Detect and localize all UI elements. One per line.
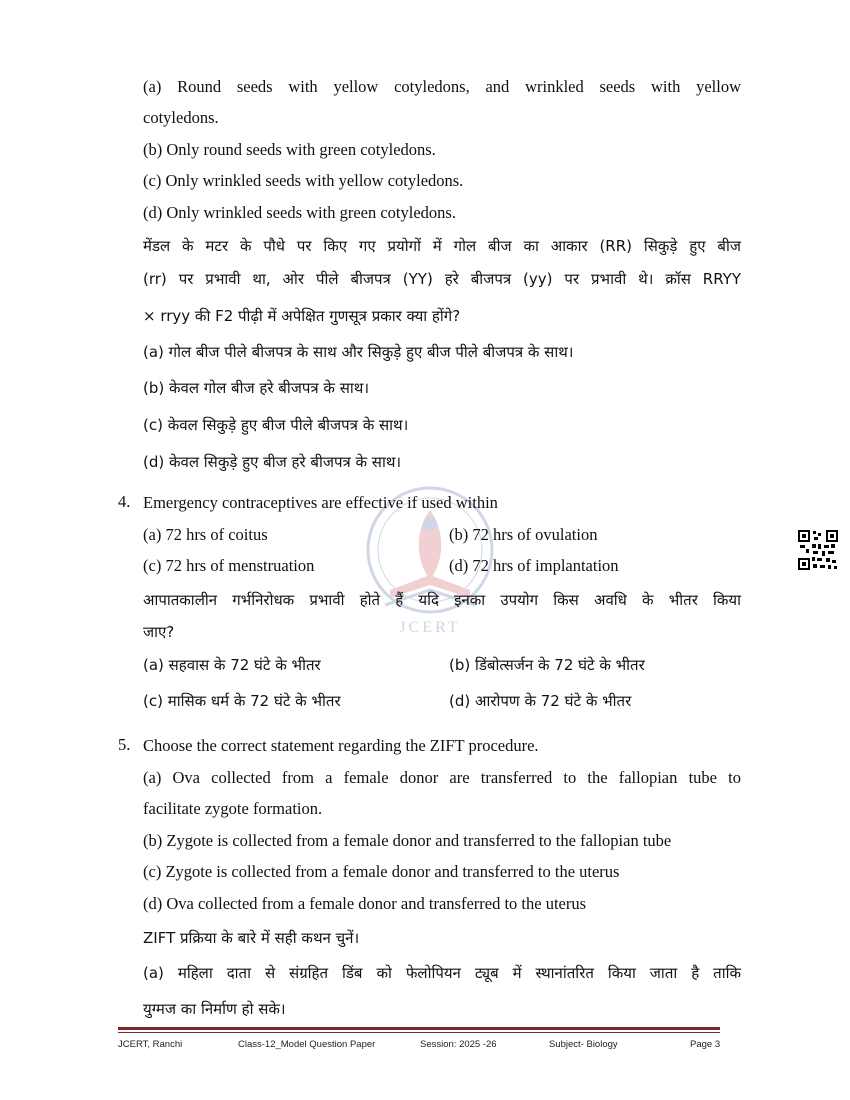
q4-stem: Emergency contraceptives are effective if used within <box>143 493 498 512</box>
q3-option-a-line2: cotyledons. <box>143 108 219 127</box>
q5-hindi-option-a-line2: युग्मज का निर्माण हो सके। <box>143 1000 286 1018</box>
footer-session: Session: 2025 -26 <box>420 1039 497 1050</box>
q3-option-d: (d) Only wrinkled seeds with green cotyledons. <box>143 203 456 222</box>
watermark-text: JCERT <box>399 619 461 636</box>
q3-hindi-stem-line1: मेंडल के मटर के पौधे पर किए गए प्रयोगों में गोल बीज का आकार (RR) सिकुड़े हुए बीज <box>143 237 741 255</box>
q4-hindi-option-a: (a) सहवास के 72 घंटे के भीतर <box>143 656 321 674</box>
q3-hindi-option-b: (b) केवल गोल बीज हरे बीजपत्र के साथ। <box>143 379 370 397</box>
q4-hindi-option-c: (c) मासिक धर्म के 72 घंटे के भीतर <box>143 692 341 710</box>
footer-org: JCERT, Ranchi <box>118 1039 183 1050</box>
q5-hindi-stem: ZIFT प्रक्रिया के बारे में सही कथन चुनें। <box>143 929 360 947</box>
q3-hindi-stem-line3: × rryy की F2 पीढ़ी में अपेक्षित गुणसूत्र प्रकार क्या होंगे? <box>143 307 461 325</box>
footer-subject: Subject- Biology <box>549 1039 618 1050</box>
q4-hindi-stem-line1: आपातकालीन गर्भनिरोधक प्रभावी होते हैं यदि इनका उपयोग किस अवधि के भीतर किया <box>143 591 741 609</box>
q3-hindi-option-a: (a) गोल बीज पीले बीजपत्र के साथ और सिकुड़े हुए बीज पीले बीजपत्र के साथ। <box>143 343 574 361</box>
footer-paper: Class-12_Model Question Paper <box>238 1039 376 1050</box>
q4-number: 4. <box>118 492 131 511</box>
q5-option-c: (c) Zygote is collected from a female donor and transferred to the uterus <box>143 862 620 881</box>
q3-option-c: (c) Only wrinkled seeds with yellow cotyledons. <box>143 171 464 190</box>
qr-code-icon <box>798 530 838 570</box>
q3-option-b: (b) Only round seeds with green cotyledons. <box>143 140 436 159</box>
q3-hindi-option-c: (c) केवल सिकुड़े हुए बीज पीले बीजपत्र के साथ। <box>143 416 409 434</box>
q4-hindi-option-d: (d) आरोपण के 72 घंटे के भीतर <box>449 692 632 710</box>
q4-option-d: (d) 72 hrs of implantation <box>449 556 619 575</box>
q4-option-a: (a) 72 hrs of coitus <box>143 525 268 544</box>
q4-hindi-option-b: (b) डिंबोत्सर्जन के 72 घंटे के भीतर <box>449 656 645 674</box>
q5-option-a-line1: (a) Ova collected from a female donor are transferred to the fallopian tube to <box>143 768 741 787</box>
q5-option-b: (b) Zygote is collected from a female donor and transferred to the fallopian tube <box>143 831 672 850</box>
q4-option-b: (b) 72 hrs of ovulation <box>449 525 598 544</box>
q5-option-d: (d) Ova collected from a female donor and transferred to the uterus <box>143 894 587 913</box>
footer-rule-thick <box>118 1027 720 1030</box>
footer-rule-thin <box>118 1032 720 1033</box>
q4-hindi-stem-line2: जाए? <box>143 623 175 641</box>
q5-number: 5. <box>118 735 131 754</box>
footer-page-number: Page 3 <box>690 1039 721 1050</box>
q5-option-a-line2: facilitate zygote formation. <box>143 799 323 818</box>
q3-hindi-stem-line2: (rr) पर प्रभावी था, ओर पीले बीजपत्र (YY) हरे बीजपत्र (yy) पर प्रभावी थे। क्रॉस RRYY <box>143 270 741 288</box>
q5-hindi-option-a-line1: (a) महिला दाता से संग्रहित डिंब को फेलोपियन ट्यूब में स्थानांतरित किया जाता है ताकि <box>143 964 741 982</box>
q4-option-c: (c) 72 hrs of menstruation <box>143 556 315 575</box>
q5-stem: Choose the correct statement regarding the ZIFT procedure. <box>143 736 539 755</box>
q3-hindi-option-d: (d) केवल सिकुड़े हुए बीज हरे बीजपत्र के साथ। <box>143 453 402 471</box>
q3-option-a-line1: (a) Round seeds with yellow cotyledons, and wrinkled seeds with yellow <box>143 77 741 96</box>
